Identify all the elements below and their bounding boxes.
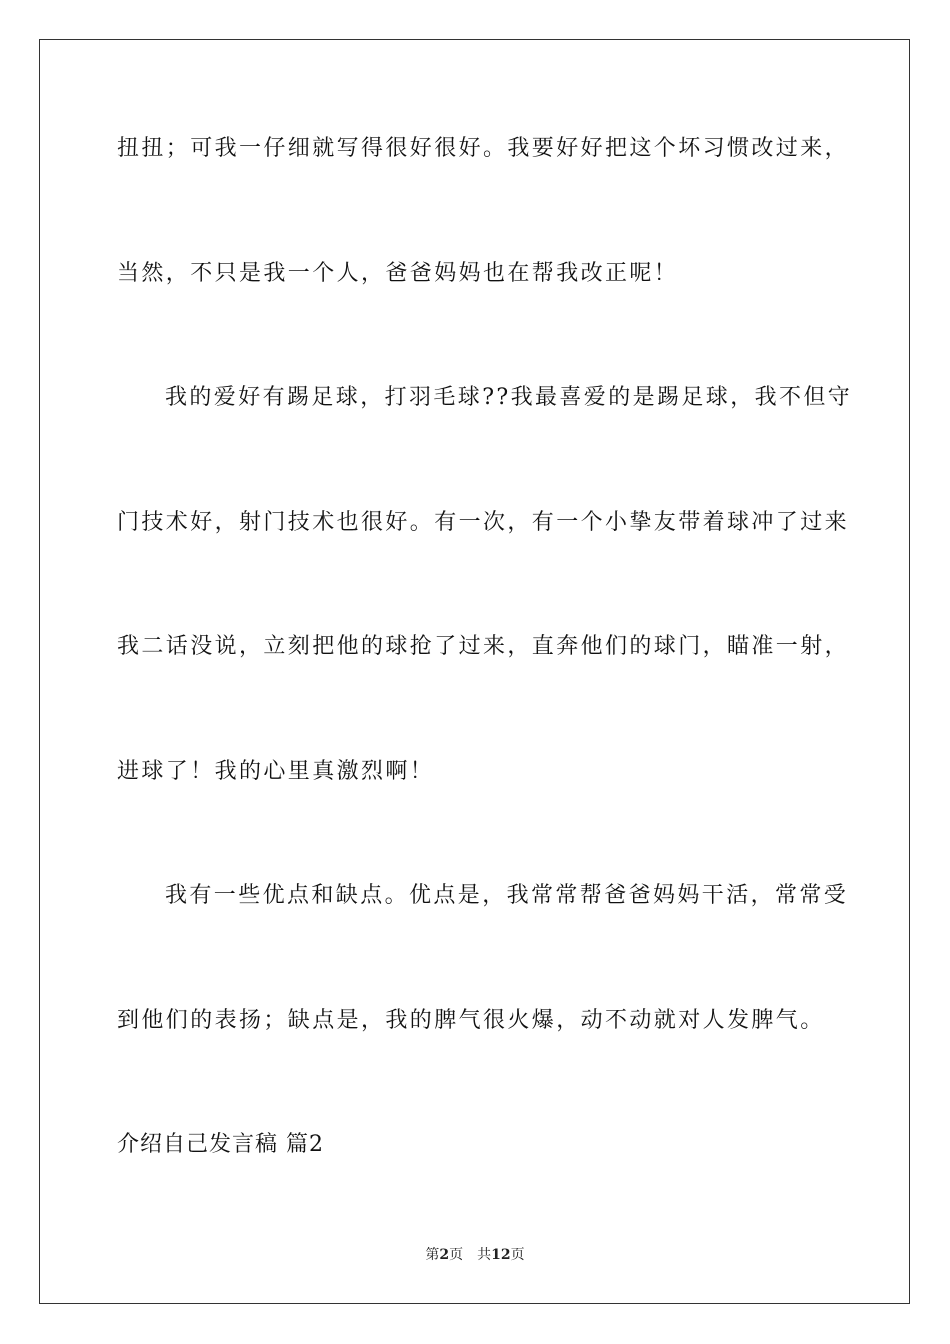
paragraph-line: 当然，不只是我一个人，爸爸妈妈也在帮我改正呢！	[117, 261, 679, 286]
page-footer	[0, 1246, 950, 1264]
paragraph-line: 我的爱好有踢足球，打羽毛球??我最喜爱的是踢足球，我不但守	[165, 385, 853, 410]
paragraph-line: 我有一些优点和缺点。优点是，我常常帮爸爸妈妈干活，常常受	[165, 883, 849, 908]
paragraph-line: 我二话没说，立刻把他的球抢了过来，直奔他们的球门，瞄准一射，	[117, 634, 850, 659]
paragraph-line: 到他们的表扬；缺点是，我的脾气很火爆，动不动就对人发脾气。	[117, 1008, 825, 1033]
paragraph-line: 进球了！我的心里真激烈啊！	[117, 759, 435, 784]
paragraph-line: 扭扭；可我一仔细就写得很好很好。我要好好把这个坏习惯改过来，	[117, 136, 850, 161]
page-suffix: 页	[449, 1247, 464, 1263]
page-frame	[39, 39, 910, 1304]
paragraph-line: 门技术好，射门技术也很好。有一次，有一个小挚友带着球冲了过来	[117, 510, 850, 535]
page-number: 2	[439, 1247, 450, 1263]
section-heading: 介绍自己发言稿 篇2	[117, 1132, 324, 1157]
page-prefix: 第	[425, 1247, 440, 1263]
total-pages: 12	[491, 1247, 511, 1263]
total-prefix: 共	[477, 1247, 492, 1263]
total-suffix: 页	[510, 1247, 525, 1263]
